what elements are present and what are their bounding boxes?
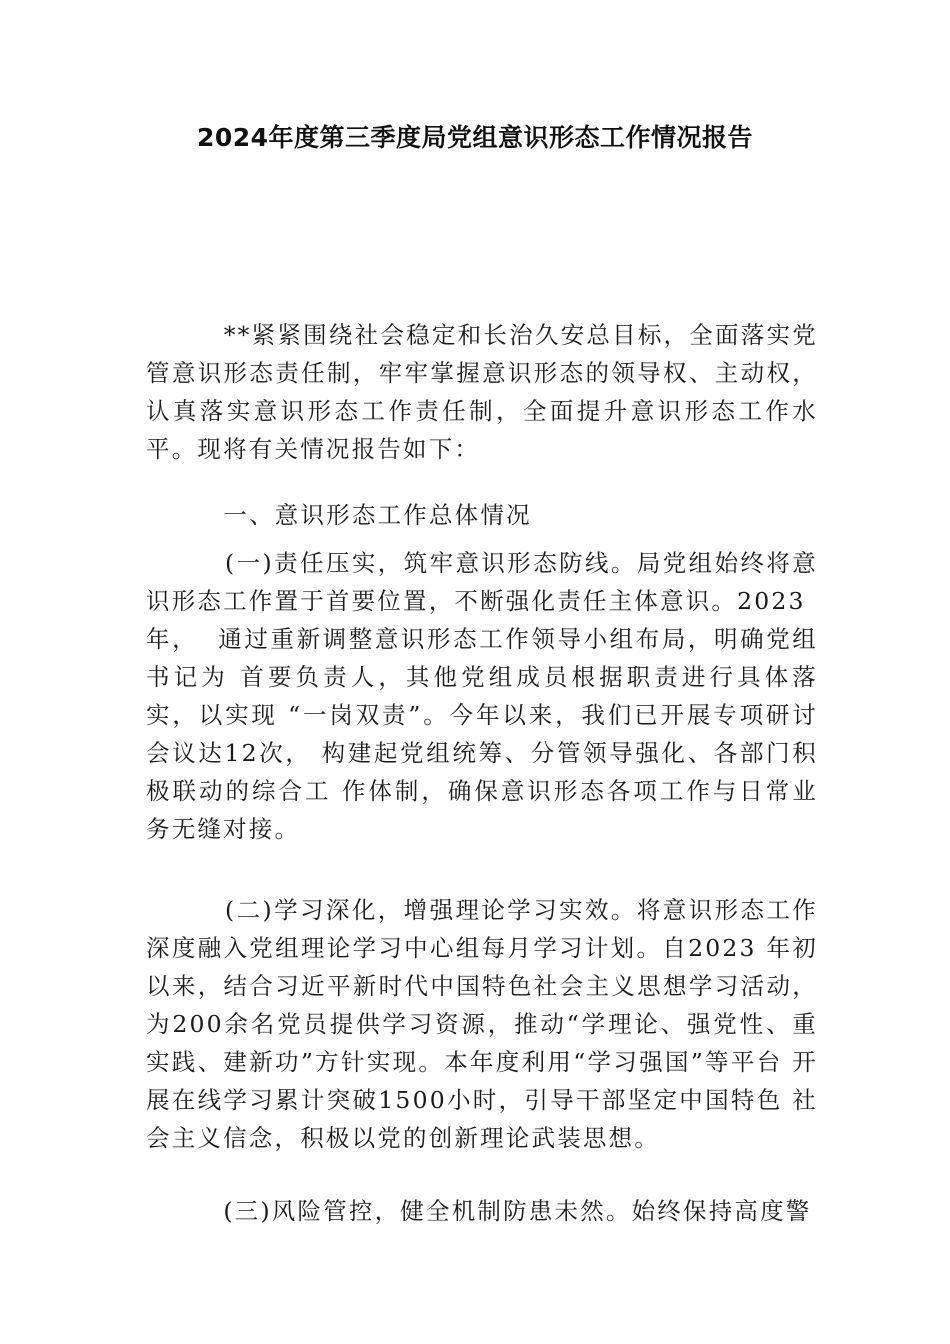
subsection-2-paragraph: (二)学习深化，增强理论学习实效。将意识形态工作深度融入党组理论学习中心组每月学习计划。自2023 年初以来，结合习近平新时代中国特色社会主义思想学习活动，为200余名党员提供学习资源，推动“学理论、强党性、重 实践、建新功”方针实现。本年度利用“学习强国”等平台 开展在线学习累计突破1500小时，引导干部坚定中国特色 社会主义信念，积极以党的创新理论武装思想。	[146, 896, 828, 1152]
intro-paragraph: **紧紧围绕社会稳定和长治久安总目标，全面落实党管意识形态责任制，牢牢掌握意识形态的领导权、主动权，认真落实意识形态工作责任制，全面提升意识形态工作水平。现将有关情况报告如下：	[146, 321, 818, 463]
document-title: 2024年度第三季度局党组意识形态工作情况报告	[196, 123, 754, 152]
subsection-1-paragraph: (一)责任压实，筑牢意识形态防线。局党组始终将意识形态工作置于首要位置，不断强化责任主体意识。2023 年， 通过重新调整意识形态工作领导小组布局，明确党组书记为 首要负责人，其他党组成员根据职责进行具体落实，以实现 “一岗双责”。今年以来，我们已开展专项研讨会议达12次， 构建起党组统筹、分管领导强化、各部门积极联动的综合工 作体制，确保意识形态各项工作与日常业务无缝对接。	[146, 549, 818, 843]
subsection-3-paragraph: (三)风险管控，健全机制防患未然。始终保持高度警	[146, 1197, 812, 1225]
section-heading-1: 一、意识形态工作总体情况	[146, 501, 532, 529]
